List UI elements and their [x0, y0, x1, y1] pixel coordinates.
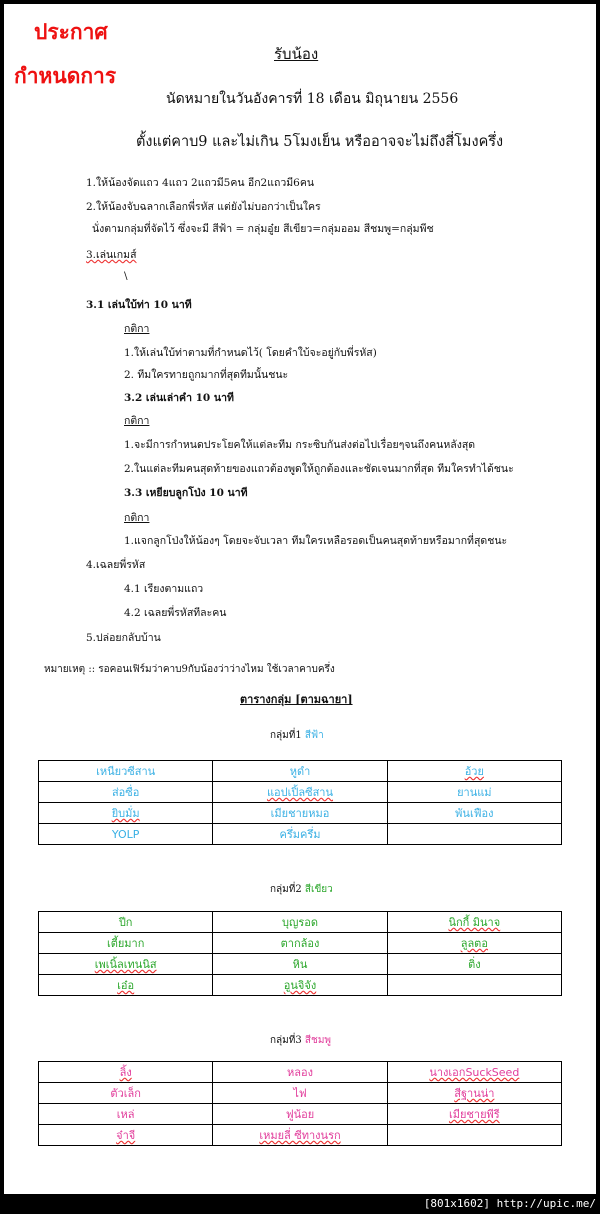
- table-row: [39, 803, 562, 824]
- item-3: [86, 246, 137, 263]
- game-3-rules-heading: กติกา: [124, 512, 150, 524]
- group-1-name: กลุ่มที่1: [270, 730, 302, 741]
- game-2-title: 3.2 เล่นเล่าคำ 10 นาที: [124, 392, 234, 404]
- game-3-rule-1: 1.แจกลูกโป่งให้น้องๆ โดยจะจับเวลา ทีมใครเหลือรอดเป็นคนสุดท้ายหรือมากที่สุดชนะ: [124, 535, 508, 547]
- table-cell: หูดำ: [213, 761, 387, 782]
- group-2-table: [38, 911, 562, 996]
- table-cell: เมียชายพีรี: [387, 1104, 561, 1125]
- note: หมายเหตุ :: รอคอนเฟิร์มว่าคาบ9กับน้องว่าว่างไหม ใช้เวลาคาบครึ่ง: [44, 664, 335, 675]
- table-cell: หิน: [213, 954, 387, 975]
- table-cell: อูนจิจัง: [213, 975, 387, 996]
- date-line: นัดหมายในวันอังคารที่ 18 เดือน มิถุนายน 2556: [166, 91, 459, 107]
- table-cell: ตัวเล็ก: [39, 1083, 213, 1104]
- table-cell: เพเนิ้ลเทนนิส: [39, 954, 213, 975]
- table-cell: เหมยลี่ ซีทางนรก: [213, 1125, 387, 1146]
- group-2-label: [270, 882, 333, 897]
- table-cell: นิกกี้ มินาจ: [387, 912, 561, 933]
- document-page: [4, 4, 596, 1194]
- table-cell: ลูลตอ: [387, 933, 561, 954]
- game-2-rule-2: 2.ในแต่ละทีมคนสุดท้ายของแถวต้องพูดให้ถูกต้องและชัดเจนมากที่สุด ทีมใครทำได้ชนะ: [124, 463, 514, 475]
- group-3-table: [38, 1061, 562, 1146]
- item-4-1: 4.1 เรียงตามแถว: [124, 583, 204, 595]
- table-cell: ไฟ: [213, 1083, 387, 1104]
- table-row: [39, 1125, 562, 1146]
- table-cell: เอ๋อ: [39, 975, 213, 996]
- page-title: รับน้อง: [274, 45, 319, 63]
- game-2-rules-heading: กติกา: [124, 415, 150, 427]
- table-cell: เหนียวซีสาน: [39, 761, 213, 782]
- table-cell: ส่อซื่อ: [39, 782, 213, 803]
- table-cell: [387, 1125, 561, 1146]
- table-cell: ยานแม่: [387, 782, 561, 803]
- table-cell: พันเฟือง: [387, 803, 561, 824]
- item-2-groups: นั่งตามกลุ่มที่จัดไว้ ซึ่งจะมี สีฟ้า = กลุ่มอู๋ย สีเขียว=กลุ่มออม สีชมพู=กลุ่มพีช: [92, 223, 434, 235]
- time-line: ตั้งแต่คาบ9 และไม่เกิน 5โมงเย็น หรืออาจจะไม่ถึงสี่โมงครึ่ง: [136, 134, 504, 150]
- group-1-label: [270, 728, 324, 743]
- table-cell: [387, 975, 561, 996]
- table-row: [39, 1062, 562, 1083]
- table-cell: YOLP: [39, 824, 213, 845]
- table-row: [39, 824, 562, 845]
- game-1-rule-1: 1.ให้เล่นใบ้ท่าตามที่กำหนดไว้( โดยคำใบ้จะอยู่กับพี่รหัส): [124, 347, 377, 359]
- table-cell: แอปเปิ้ลซีสาน: [213, 782, 387, 803]
- table-cell: เมียชายหมอ: [213, 803, 387, 824]
- table-cell: ตากล้อง: [213, 933, 387, 954]
- table-cell: เตี้ยมาก: [39, 933, 213, 954]
- item-1: 1.ให้น้องจัดแถว 4แถว 2แถวมี5คน อีก2แถวมี6คน: [86, 177, 315, 189]
- table-cell: อ้วย: [387, 761, 561, 782]
- table-row: [39, 954, 562, 975]
- table-cell: หลอง: [213, 1062, 387, 1083]
- table-cell: บุญรอด: [213, 912, 387, 933]
- item-5: 5.ปล่อยกลับบ้าน: [86, 632, 161, 644]
- group-2-color-name: สีเขียว: [304, 884, 333, 895]
- table-row: [39, 912, 562, 933]
- table-cell: สีฐานน่า: [387, 1083, 561, 1104]
- table-cell: จ๋าจี: [39, 1125, 213, 1146]
- table-row: [39, 933, 562, 954]
- game-3-title: 3.3 เหยียบลูกโป่ง 10 นาที: [124, 487, 248, 499]
- table-cell: ยิบมั่ม: [39, 803, 213, 824]
- item-2: 2.ให้น้องจับฉลากเลือกพี่รหัส แต่ยังไม่บอกว่าเป็นใคร: [86, 201, 321, 213]
- table-row: [39, 761, 562, 782]
- group-2-name: กลุ่มที่2: [270, 884, 302, 895]
- game-2-rule-1: 1.จะมีการกำหนดประโยคให้แต่ละทีม กระซิบกันส่งต่อไปเรื่อยๆจนถึงคนหลังสุด: [124, 439, 476, 451]
- announcement-stamp-line1: ประกาศ: [34, 20, 108, 44]
- announcement-stamp-line2: กำหนดการ: [14, 64, 117, 88]
- group-3-name: กลุ่มที่3: [270, 1035, 302, 1046]
- item-4: 4.เฉลยพี่รหัส: [86, 559, 146, 571]
- item-3-text: 3.เล่นเกมส์: [86, 249, 137, 261]
- group-3-color-name: สีชมพู: [304, 1035, 331, 1046]
- table-cell: ครึ่มครึ่ม: [213, 824, 387, 845]
- item-4-2: 4.2 เฉลยพี่รหัสทีละคน: [124, 607, 227, 619]
- table-cell: เหล่: [39, 1104, 213, 1125]
- table-row: [39, 1083, 562, 1104]
- table-row: [39, 975, 562, 996]
- table-cell: ปีก: [39, 912, 213, 933]
- table-cell: นางเอกSuckSeed: [387, 1062, 561, 1083]
- table-row: [39, 782, 562, 803]
- table-row: [39, 1104, 562, 1125]
- image-host-footer: [801x1602] http://upic.me/: [0, 1194, 600, 1214]
- table-cell: ติ่ง: [387, 954, 561, 975]
- group-3-label: [270, 1033, 331, 1048]
- group-1-color-name: สีฟ้า: [304, 730, 324, 741]
- game-1-title: 3.1 เล่นใบ้ท่า 10 นาที: [86, 299, 192, 311]
- group-1-table: [38, 760, 562, 845]
- stray-mark: \: [124, 270, 128, 282]
- table-cell: ลิ้ง: [39, 1062, 213, 1083]
- game-1-rule-2: 2. ทีมใครทายถูกมากที่สุดทีมนั้นชนะ: [124, 369, 289, 381]
- table-cell: ฟูน้อย: [213, 1104, 387, 1125]
- game-1-rules-heading: กติกา: [124, 323, 150, 335]
- table-title: ตารางกลุ่ม [ตามฉายา]: [240, 693, 353, 706]
- table-cell: [387, 824, 561, 845]
